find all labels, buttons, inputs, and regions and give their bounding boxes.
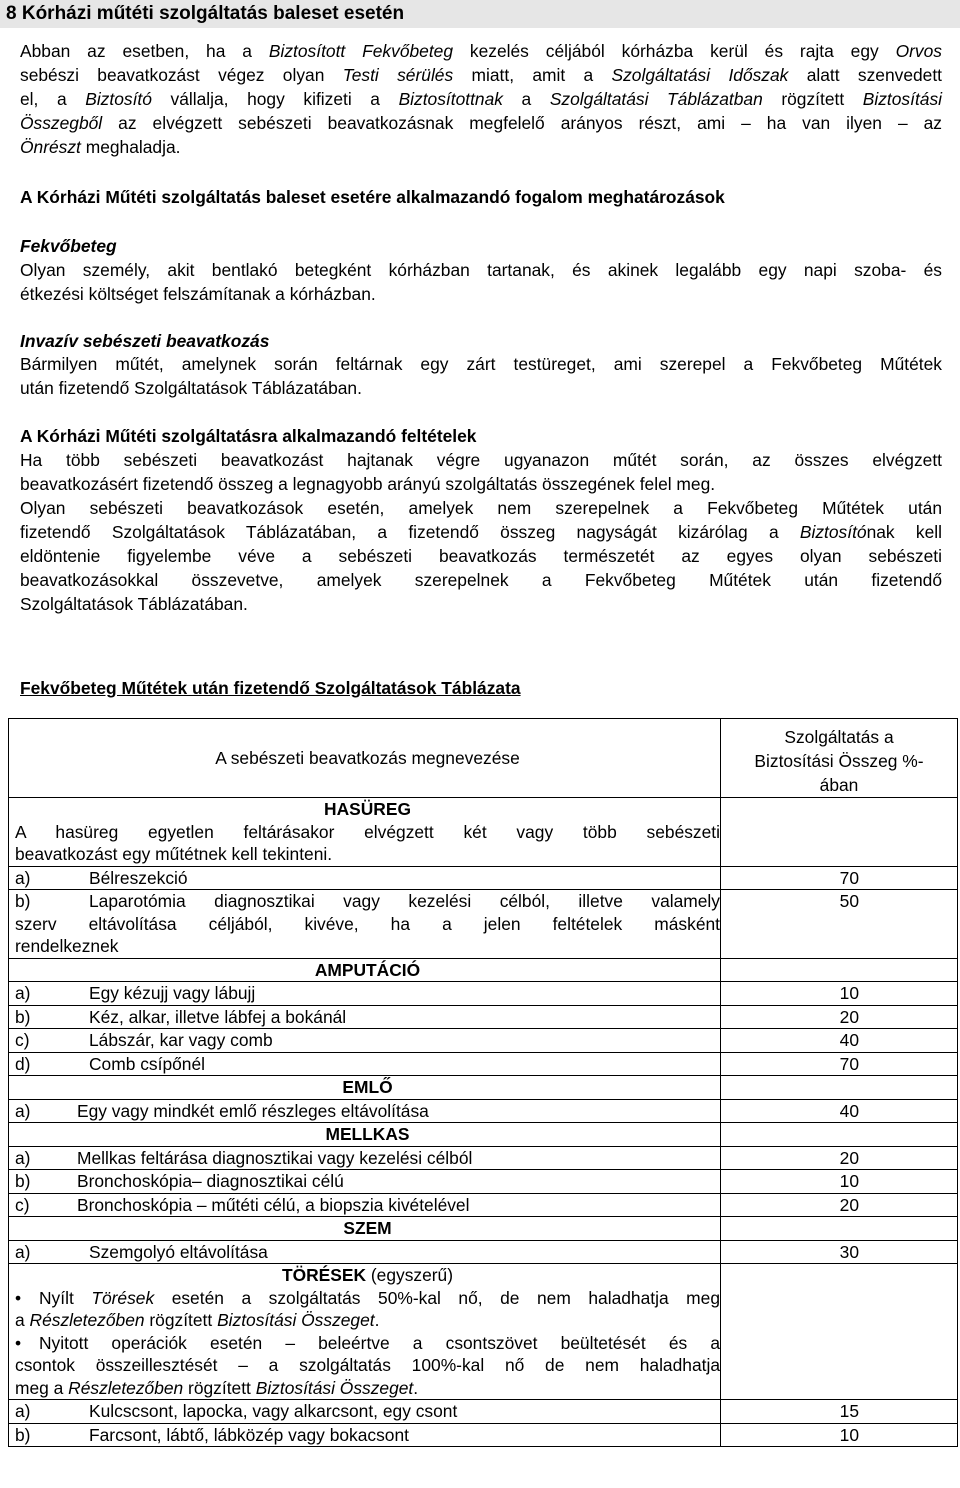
table-row (9, 1264, 958, 1400)
conditions-paragraphs (20, 448, 942, 616)
condition-line: beavatkozásokkal összevetve, amelyek szerepelnek a Fekvőbeteg Műtétek után fizetendő (20, 570, 942, 590)
row-value: 40 (721, 1099, 958, 1123)
table-row (9, 982, 958, 1006)
row-label: a) (15, 1401, 31, 1421)
table-row (9, 1076, 958, 1100)
row-label: b) (15, 1424, 31, 1445)
row-text: Mellkas feltárása diagnosztikai vagy kezelési célból (77, 1147, 473, 1168)
intro-line: Abban az esetben, ha a Biztosított Fekvőbeteg kezelés céljából kórházba kerül és rajta egy Orvos (20, 41, 942, 61)
category-title: SZEM (343, 1218, 392, 1238)
condition-line: Olyan sebészeti beavatkozások esetén, amelyek nem szerepelnek a Fekvőbeteg Műtétek után (20, 498, 942, 518)
row-text: Comb csípőnél (89, 1053, 205, 1074)
row-label: a) (15, 1100, 31, 1121)
row-text: Kulcscsont, lapocka, vagy alkarcsont, egy csont (89, 1401, 458, 1421)
category-title: HASÜREG (324, 799, 411, 819)
definition-invaziv (20, 352, 942, 400)
row-value: 20 (721, 1005, 958, 1029)
row-text: Farcsont, lábtő, lábközép vagy bokacsont (89, 1424, 409, 1445)
row-label: a) (15, 983, 31, 1003)
row-value: 10 (721, 1170, 958, 1194)
row-text: Lábszár, kar vagy comb (89, 1030, 273, 1050)
bullet-line: a Részletezőben rögzített Biztosítási Összeget. (15, 1310, 380, 1330)
bullet-line: • Nyitott operációk esetén – beleértve a csontszövet beültetését és a (15, 1332, 720, 1353)
note-line: A hasüreg egyetlen feltárásakor elvégzett két vagy több sebészeti (15, 821, 720, 842)
section-title: 8 Kórházi műtéti szolgáltatás baleset esetén (6, 3, 405, 24)
definition-line: Olyan személy, akit bentlakó betegként kórházban tartanak, és akinek legalább egy napi szoba- és (20, 260, 942, 280)
table-row (9, 1005, 958, 1029)
row-text: rendelkeznek (15, 936, 119, 956)
definitions-heading: A Kórházi Műtéti szolgáltatás baleset esetére alkalmazandó fogalom meghatározások (20, 187, 725, 207)
conditions-heading: A Kórházi Műtéti szolgáltatásra alkalmazandó feltételek (20, 426, 477, 446)
bullet-line: meg a Részletezőben rögzített Biztosítási Összeget. (15, 1377, 419, 1398)
row-value: 10 (721, 1423, 958, 1447)
intro-line: Önrészt meghaladja. (20, 137, 181, 157)
term-fekvobeteg: Fekvőbeteg (20, 236, 117, 256)
table-row (9, 1400, 958, 1424)
table-row (9, 1146, 958, 1170)
definition-line: étkezési költséget felszámítanak a kórházban. (20, 284, 376, 304)
condition-line: eldöntenie figyelembe véve a sebészeti beavatkozás természetét az egyes olyan sebészeti (20, 546, 942, 566)
table-row (9, 890, 958, 959)
table-row (9, 1170, 958, 1194)
table-row (9, 1217, 958, 1241)
row-text: Szemgolyó eltávolítása (89, 1241, 268, 1262)
row-text: Bélreszekció (89, 867, 188, 888)
row-label: d) (15, 1053, 31, 1074)
row-label: b) (15, 891, 31, 911)
table-row (9, 1193, 958, 1217)
table-row (9, 1240, 958, 1264)
category-title: MELLKAS (325, 1124, 410, 1144)
intro-line: el, a Biztosító vállalja, hogy kifizeti a Biztosítottnak a Szolgáltatási Táblázatban rögzített Biztosítási (20, 89, 943, 109)
row-value: 15 (721, 1400, 958, 1424)
row-label: c) (15, 1194, 30, 1215)
services-table (8, 718, 958, 1447)
table-row (9, 798, 958, 867)
condition-line: Ha több sebészeti beavatkozást hajtanak végre ugyanazon műtét során, az összes elvégzett (20, 450, 942, 470)
row-value: 20 (721, 1193, 958, 1217)
table-title: Fekvőbeteg Műtétek után fizetendő Szolgáltatások Táblázata (20, 678, 521, 698)
definition-line: után fizetendő Szolgáltatások Táblázatában. (20, 378, 362, 398)
category-title: TÖRÉSEK (egyszerű) (281, 1265, 454, 1285)
table-row (9, 1423, 958, 1447)
bullet-line: • Nyílt Törések esetén a szolgáltatás 50%-kal nő, de nem haladhatja meg (15, 1287, 720, 1308)
row-text: Egy vagy mindkét emlő részleges eltávolítása (77, 1100, 429, 1121)
note-line: beavatkozást egy műtétnek kell tekinteni. (15, 844, 333, 864)
row-label: b) (15, 1171, 31, 1191)
bullet-line: csontok összeillesztését – a szolgáltatás 100%-kal nő de nem haladhatja (15, 1355, 720, 1375)
row-text: szerv eltávolítása céljából, kivéve, ha a jelen feltételek másként (15, 913, 720, 934)
row-text: Bronchoskópia– diagnosztikai célú (77, 1171, 344, 1191)
intro-line: Összegből az elvégzett sebészeti beavatkozásnak megfelelő arányos részt, ami – ha van ilyen – az (20, 113, 942, 133)
row-label: a) (15, 1241, 31, 1262)
definition-line: Bármilyen műtét, amelynek során feltárnak egy zárt testüreget, ami szerepel a Fekvőbeteg Műtétek (20, 354, 942, 374)
table-row (9, 958, 958, 982)
row-label: c) (15, 1030, 30, 1050)
bullet-icon: • (15, 1332, 22, 1353)
condition-line: Szolgáltatások Táblázatában. (20, 594, 248, 614)
row-label: a) (15, 1147, 31, 1168)
row-text: Bronchoskópia – műtéti célú, a biopszia kivételével (77, 1194, 470, 1215)
row-text: Egy kézujj vagy lábujj (89, 983, 256, 1003)
header-name: A sebészeti beavatkozás megnevezése (9, 719, 721, 798)
term-invaziv: Invazív sebészeti beavatkozás (20, 331, 270, 351)
intro-paragraph (20, 39, 942, 159)
table-row (9, 866, 958, 890)
row-value: 20 (721, 1146, 958, 1170)
intro-line: sebészi beavatkozást végez olyan Testi sérülés miatt, amit a Szolgáltatási Időszak alatt szenvedett (20, 65, 942, 85)
row-value: 40 (721, 1029, 958, 1053)
bullet-icon: • (15, 1287, 22, 1308)
table-row (9, 1099, 958, 1123)
condition-line: fizetendő Szolgáltatások Táblázatában, a fizetendő összeg nagyságát kizárólag a Biztosítónak kell (20, 522, 942, 542)
table-row (9, 1029, 958, 1053)
hasureg-cell (9, 798, 721, 867)
row-value: 30 (721, 1240, 958, 1264)
row-value: 10 (721, 982, 958, 1006)
table-row (9, 1123, 958, 1147)
category-title: EMLŐ (342, 1077, 393, 1097)
header-value: Szolgáltatás a Biztosítási Összeg %- ában (721, 719, 958, 798)
table-row (9, 1052, 958, 1076)
row-text: Laparotómia diagnosztikai vagy kezelési célból, illetve valamely (89, 891, 720, 911)
row-label: b) (15, 1006, 31, 1027)
condition-line: beavatkozásért fizetendő összeg a legnagyobb arányú szolgáltatás összegének felel meg. (20, 474, 716, 494)
definition-fekvobeteg (20, 258, 942, 306)
row-text: Kéz, alkar, illetve lábfej a bokánál (89, 1006, 347, 1027)
row-value: 70 (721, 1052, 958, 1076)
table-header-row (9, 719, 958, 798)
row-value: 50 (721, 890, 958, 959)
category-title: AMPUTÁCIÓ (314, 959, 421, 980)
row-label: a) (15, 867, 31, 888)
row-value: 70 (721, 866, 958, 890)
